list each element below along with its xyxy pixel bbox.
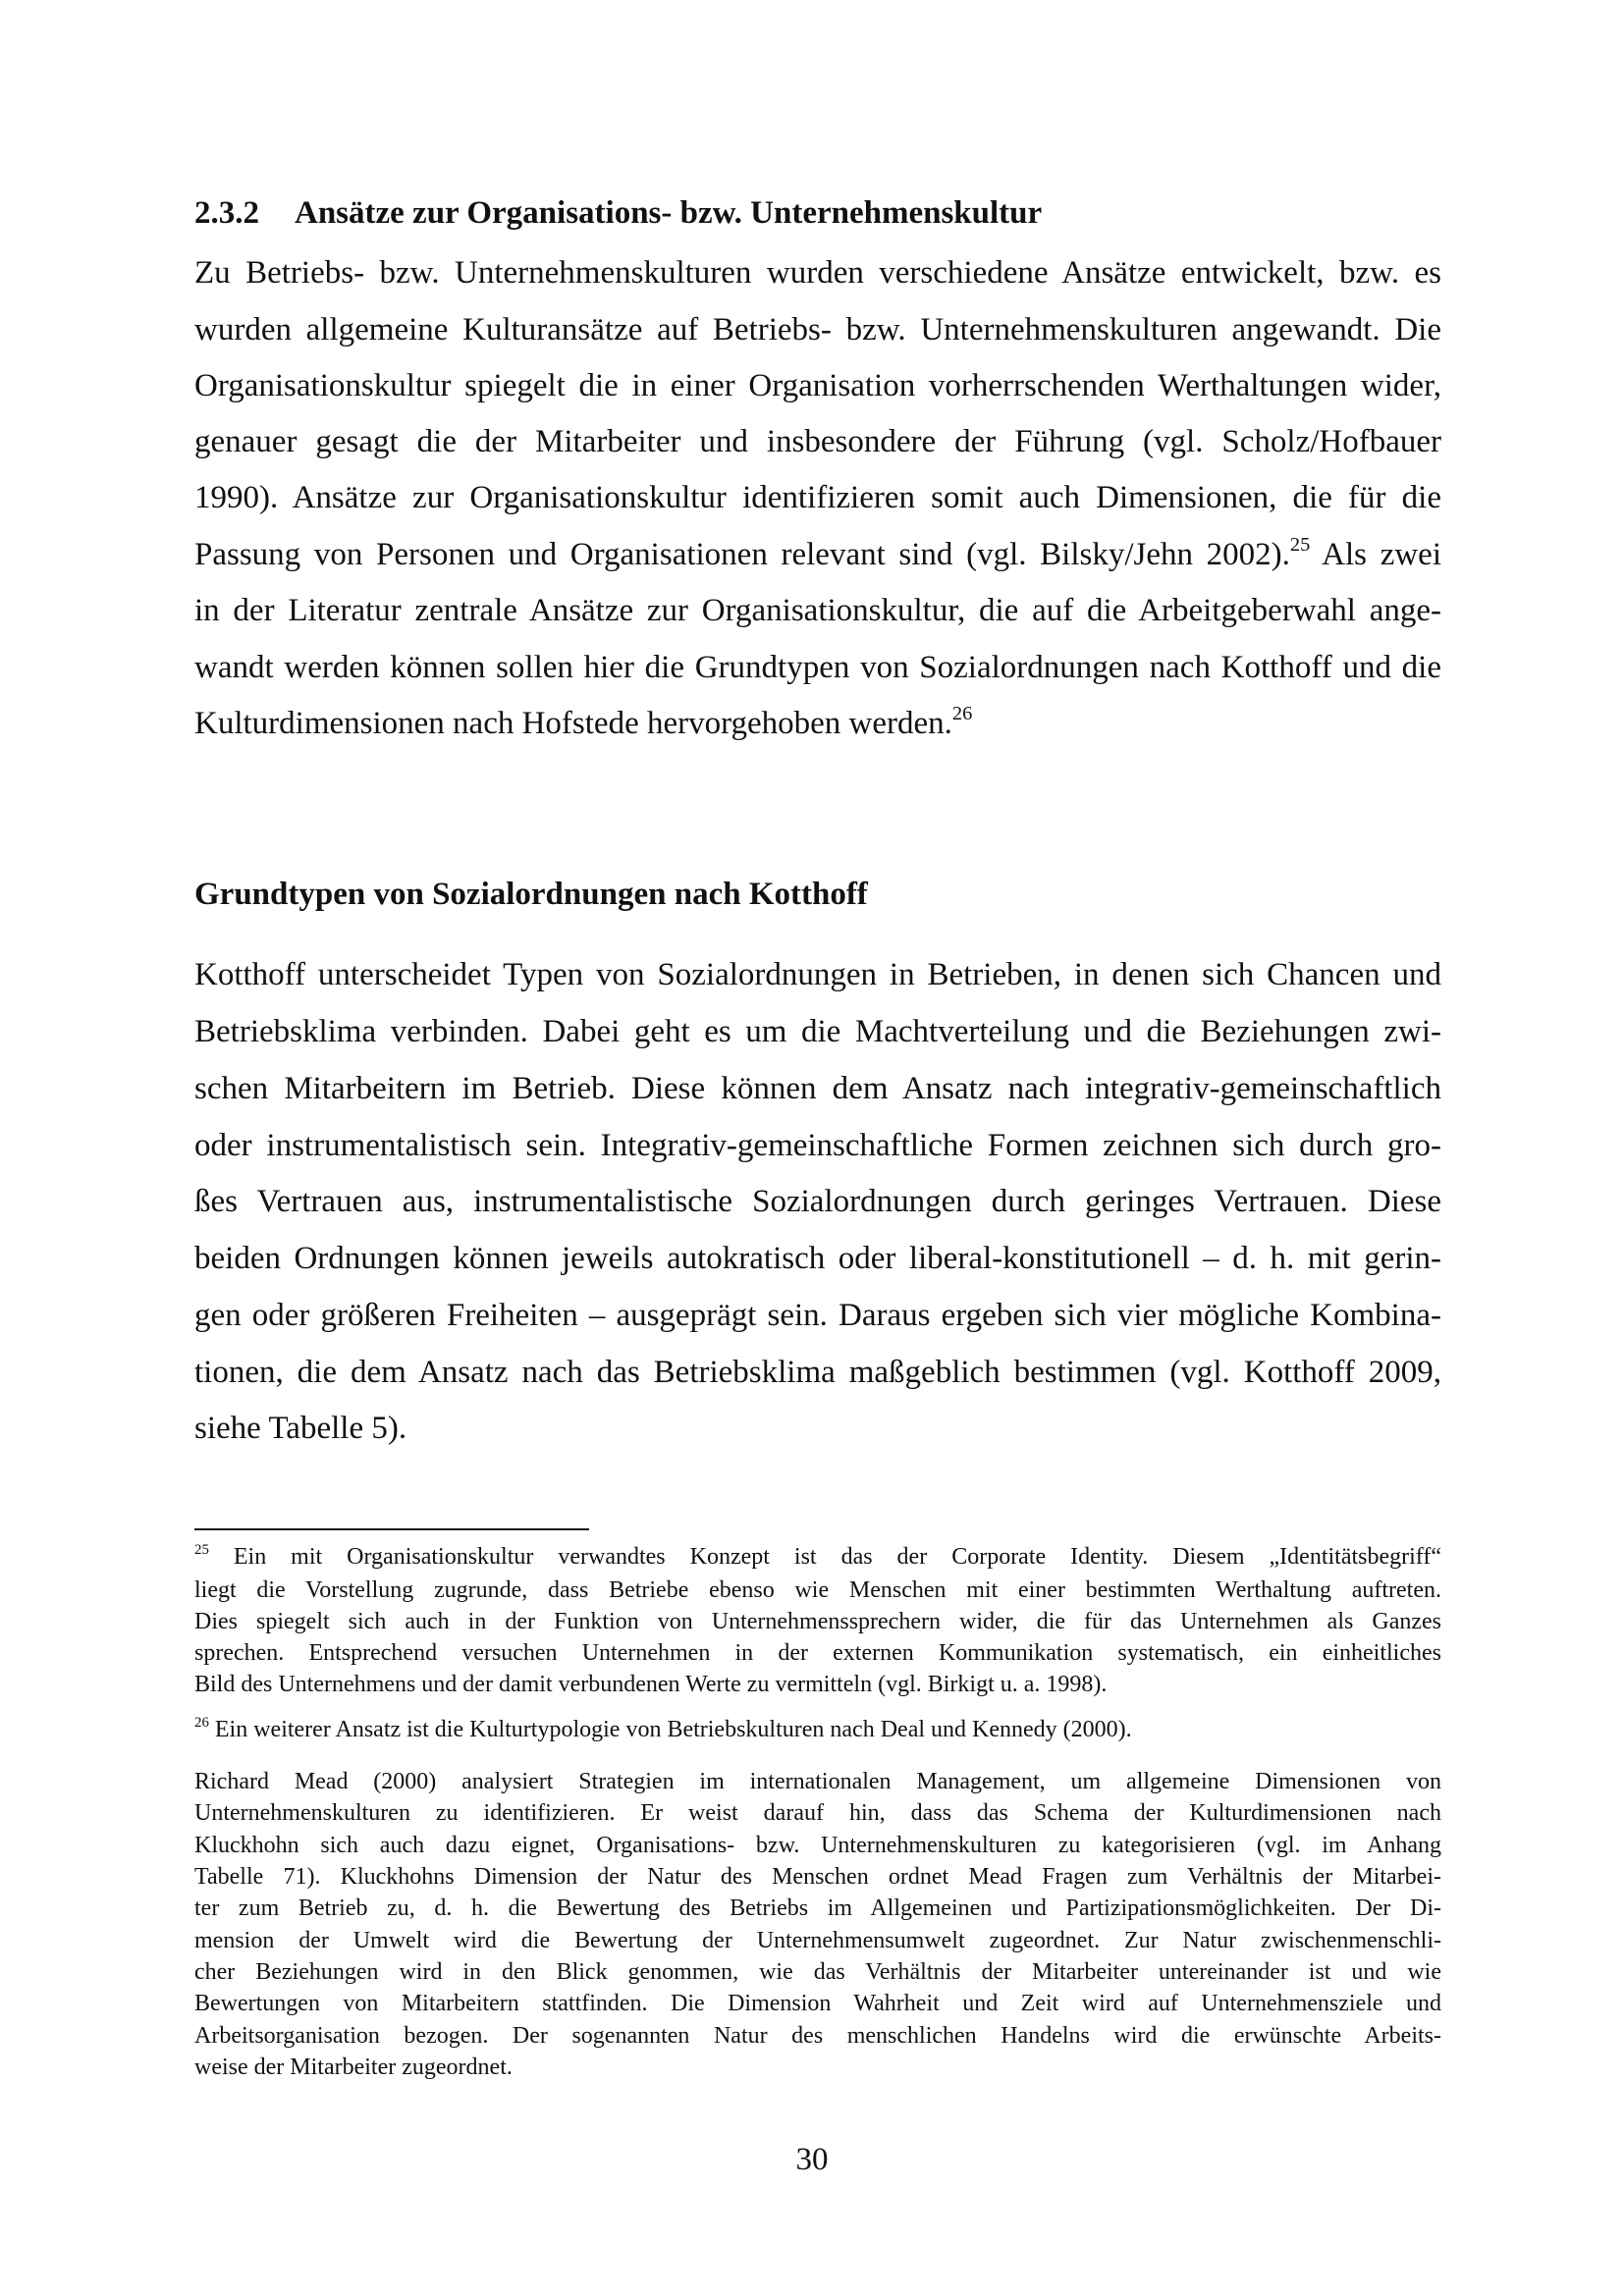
subheading: Grundtypen von Sozialordnungen nach Kotthoff xyxy=(194,877,868,912)
paragraph-line: Zu Betriebs- bzw. Unternehmenskulturen wurden verschiedene Ansätze entwickelt, bzw. es xyxy=(194,255,1441,291)
page-number: 30 xyxy=(795,2142,829,2177)
paragraph-line: wurden allgemeine Kulturansätze auf Betriebs- bzw. Unternehmenskulturen angewandt. Die xyxy=(194,312,1441,347)
section-title: Ansätze zur Organisations- bzw. Unternehmenskultur xyxy=(295,195,1043,231)
footnote-line: Bewertungen von Mitarbeitern stattfinden. Die Dimension Wahrheit und Zeit wird auf Unternehmensziele und xyxy=(194,1991,1441,2016)
paragraph-line: Kulturdimensionen nach Hofstede hervorgehoben werden.$^{26}$ xyxy=(194,702,973,741)
footnote-line: liegt die Vorstellung zugrunde, dass Betriebe ebenso wie Menschen mit einer bestimmten Werthaltung auftreten. xyxy=(194,1577,1441,1603)
paragraph-line: Betriebsklima verbinden. Dabei geht es um die Machtverteilung und die Beziehungen zwi- xyxy=(194,1014,1441,1049)
footnote-line: $^{26}$ Ein weiterer Ansatz ist die Kulturtypologie von Betriebskulturen nach Deal und Kennedy (2000). xyxy=(194,1714,1132,1742)
footnote-reference-26[interactable]: 26 xyxy=(951,702,973,724)
footnote-line: Kluckhohn sich auch dazu eignet, Organisations- bzw. Unternehmenskulturen zu kategorisieren (vgl. im Anhang xyxy=(194,1833,1441,1858)
paragraph-line: 1990). Ansätze zur Organisationskultur identifizieren somit auch Dimensionen, die für die xyxy=(194,480,1441,515)
footnote-line: weise der Mitarbeiter zugeordnet. xyxy=(194,2055,513,2080)
paragraph-line: schen Mitarbeitern im Betrieb. Diese können dem Ansatz nach integrativ-gemeinschaftlich xyxy=(194,1071,1441,1106)
footnote-line: Bild des Unternehmens und der damit verbundenen Werte zu vermitteln (vgl. Birkigt u. a. 1998). xyxy=(194,1672,1108,1697)
paragraph-line: beiden Ordnungen können jeweils autokratisch oder liberal-konstitutionell – d. h. mit gerin- xyxy=(194,1241,1441,1276)
section-heading xyxy=(194,193,1441,233)
paragraph-line: wandt werden können sollen hier die Grundtypen von Sozialordnungen nach Kotthoff und die xyxy=(194,650,1441,685)
footnote-line: Tabelle 71). Kluckhohns Dimension der Natur des Menschen ordnet Mead Fragen zum Verhältnis der Mitarbei- xyxy=(194,1864,1441,1890)
footnote-line: cher Beziehungen wird in den Blick genommen, wie das Verhältnis der Mitarbeiter untereinander ist und wie xyxy=(194,1959,1441,1985)
footnote-line: ter zum Betrieb zu, d. h. die Bewertung des Betriebs im Allgemeinen und Partizipationsmöglichkeiten. Der Di- xyxy=(194,1896,1441,1921)
paragraph-line: gen oder größeren Freiheiten – ausgeprägt sein. Daraus ergeben sich vier mögliche Kombina- xyxy=(194,1298,1441,1333)
paragraph-line: genauer gesagt die der Mitarbeiter und insbesondere der Führung (vgl. Scholz/Hofbauer xyxy=(194,424,1441,459)
footnote-line: Unternehmenskulturen zu identifizieren. Er weist darauf hin, dass das Schema der Kulturdimensionen nach xyxy=(194,1800,1441,1826)
paragraph-line: ßes Vertrauen aus, instrumentalistische Sozialordnungen durch geringes Vertrauen. Diese xyxy=(194,1184,1441,1219)
paragraph-line: Kotthoff unterscheidet Typen von Sozialordnungen in Betrieben, in denen sich Chancen und xyxy=(194,957,1441,992)
paragraph-line: Organisationskultur spiegelt die in einer Organisation vorherrschenden Werthaltungen wider, xyxy=(194,368,1441,403)
section-number: 2.3.2 xyxy=(194,195,259,231)
footnote-line: Dies spiegelt sich auch in der Funktion von Unternehmenssprechern wider, die für das Unternehmen als Ganzes xyxy=(194,1609,1441,1634)
footnote-reference-25[interactable]: 25 xyxy=(1289,535,1311,556)
paragraph-line: oder instrumentalistisch sein. Integrativ-gemeinschaftliche Formen zeichnen sich durch gro- xyxy=(194,1128,1441,1163)
footnote-line: Arbeitsorganisation bezogen. Der sogenannten Natur des menschlichen Handelns wird die erwünschte Arbeits- xyxy=(194,2023,1441,2049)
footnote-marker: 26 xyxy=(194,1714,209,1731)
footnote-separator xyxy=(194,1528,589,1530)
footnote-line: sprechen. Entsprechend versuchen Unternehmen in der externen Kommunikation systematisch, ein einheitliches xyxy=(194,1640,1441,1666)
footnote-line: Richard Mead (2000) analysiert Strategien im internationalen Management, um allgemeine Dimensionen von xyxy=(194,1769,1441,1794)
footnote-line: $^{25}$ Ein mit Organisationskultur verwandtes Konzept ist das der Corporate Identity. Diesem „Identitätsbegriff“ xyxy=(194,1542,1441,1570)
paragraph-line: tionen, die dem Ansatz nach das Betriebsklima maßgeblich bestimmen (vgl. Kotthoff 2009, xyxy=(194,1355,1441,1390)
paragraph-line: in der Literatur zentrale Ansätze zur Organisationskultur, die auf die Arbeitgeberwahl ange- xyxy=(194,593,1441,628)
footnote-marker: 25 xyxy=(194,1542,209,1558)
footnote-line: mension der Umwelt wird die Bewertung der Unternehmensumwelt zugeordnet. Zur Natur zwischenmenschli- xyxy=(194,1928,1441,1953)
paragraph-line: Passung von Personen und Organisationen relevant sind (vgl. Bilsky/Jehn 2002).$^{25}$ Als zwei xyxy=(194,535,1441,572)
paragraph-line: siehe Tabelle 5). xyxy=(194,1411,407,1446)
